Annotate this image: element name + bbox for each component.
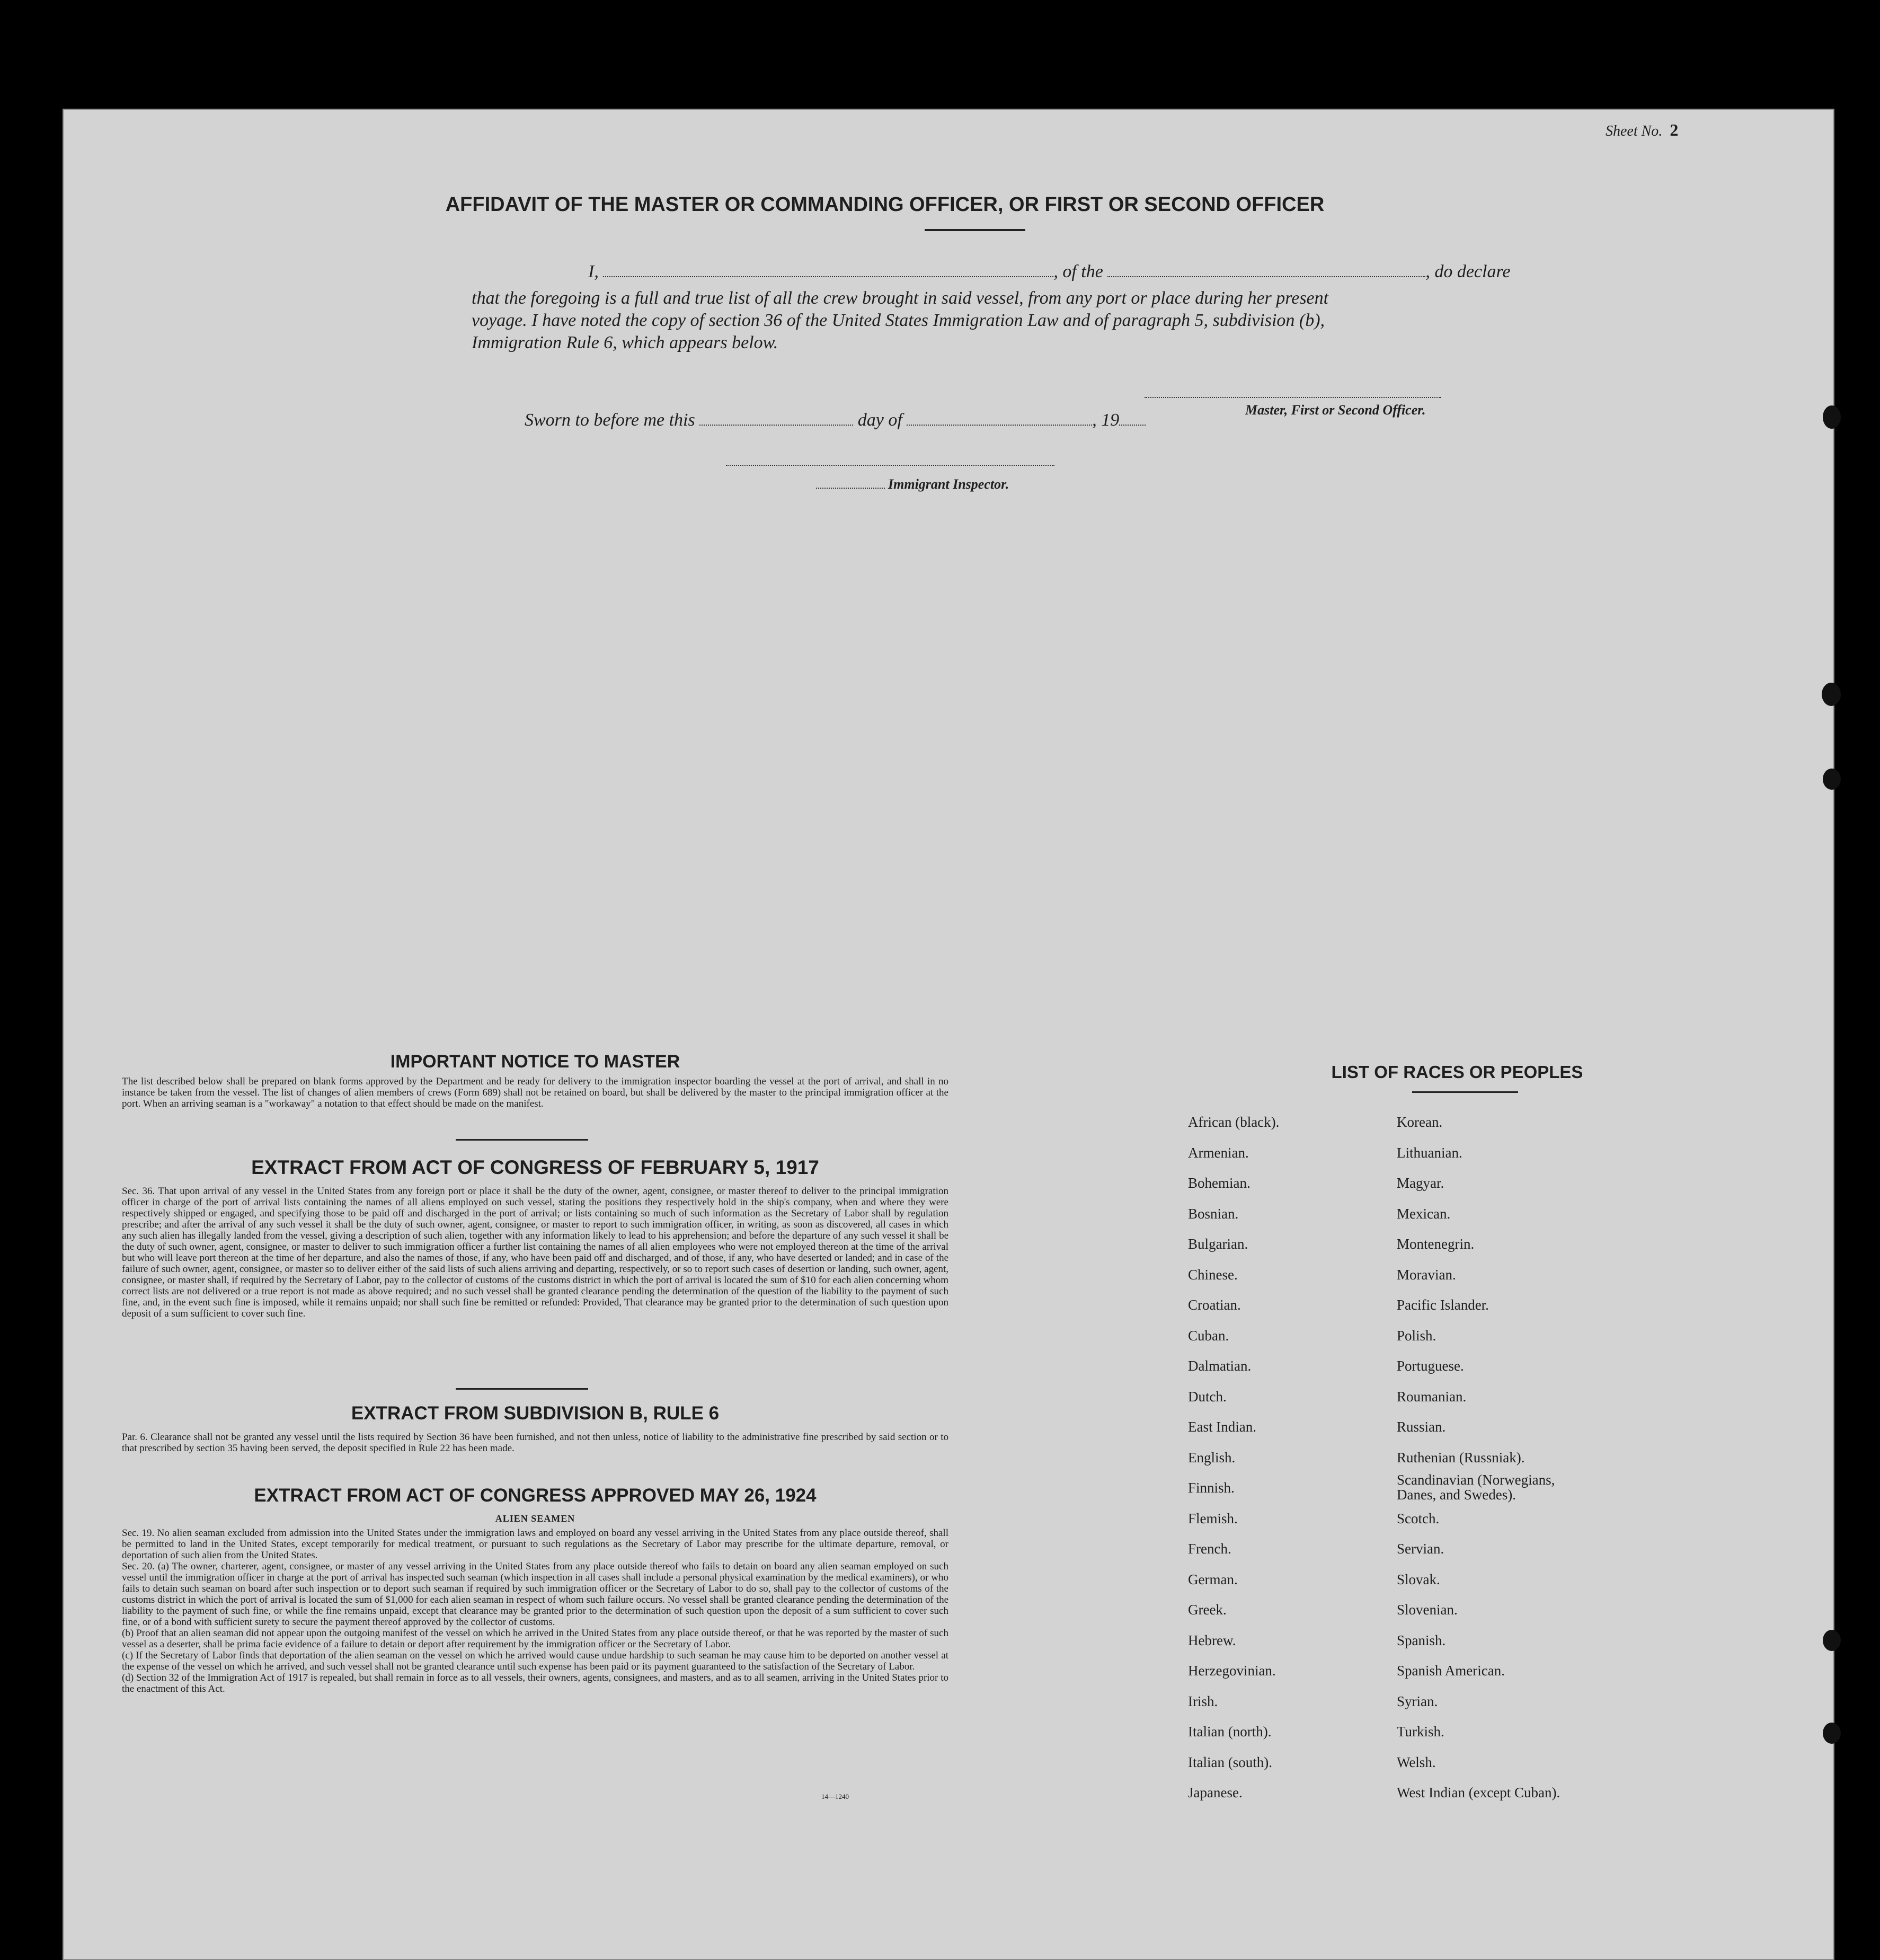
race-item: Hebrew. xyxy=(1188,1632,1236,1648)
sec-19: Sec. 19. No alien seaman excluded from admission into the United States under the immigration laws and employed on board any vessel arriving in the United States from any place outside thereof, shall be permitted to land in the United States, except temporarily for medical treatment, or pursuant to such regulations as the Secretary of Labor may prescribe for the ultimate departure, removal, or deportation of such alien from the United States. xyxy=(122,1528,948,1561)
race-item: Chinese. xyxy=(1188,1266,1238,1283)
race-item: Bosnian. xyxy=(1188,1205,1239,1222)
punch-hole xyxy=(1822,683,1841,706)
affidavit-title: AFFIDAVIT OF THE MASTER OR COMMANDING OFFICER, OR FIRST OR SECOND OFFICER xyxy=(445,193,1325,216)
sworn-line: Sworn to before me this day of , 19 xyxy=(525,409,1319,431)
race-item: Bohemian. xyxy=(1188,1175,1251,1191)
extract-1917-title: EXTRACT FROM ACT OF CONGRESS OF FEBRUARY 5, 1917 xyxy=(251,1156,819,1178)
race-item: Armenian. xyxy=(1188,1144,1249,1161)
race-item: Servian. xyxy=(1397,1541,1444,1557)
race-item: Slovak. xyxy=(1397,1571,1440,1587)
race-item: Syrian. xyxy=(1397,1693,1438,1709)
affidavit-line-3: voyage. I have noted the copy of section 36 of the United States Immigration Law and of paragraph 5, subdivision (b), xyxy=(472,311,1325,330)
race-item: Spanish. xyxy=(1397,1632,1446,1648)
extract-1917-body: Sec. 36. That upon arrival of any vessel in the United States from any foreign port or place it shall be the duty of the owner, agent, consignee, or master thereof to deliver to the principal immigration officer in charge of the port of arrival lists containing the names of all aliens employed on such vessel, stating the positions they respectively hold in the ship's company, when and where they were respectively shipped or engaged, and specifying those to be paid off and discharged in the port of arrival; or lists containing so much of such information as the Secretary of Labor shall by regulation prescribe; and after the arrival of any such vessel it shall be the duty of such owner, agent, consignee, or master to report to such immigration officer, in writing, as soon as discovered, all cases in which any such alien has illegally landed from the vessel, giving a description of such alien, together with any information likely to lead to his apprehension; and before the departure of any such vessel it shall be the duty of such owner, agent, consignee, or master to deliver to such immigration officer a further list containing the names of all alien employees who were not employed thereon at the time of the arrival but who will leave port thereon at the time of her departure, and also the names of those, if any, who have been paid off and discharged, and of those, if any, who have deserted or landed; and in case of the failure of such owner, agent, consignee, or master so to deliver either of the said lists of such aliens arriving and departing, respectively, or so to report such cases of desertion or landing, such owner, agent, consignee, or master shall, if required by the Secretary of Labor, pay to the collector of customs of the customs district in which the port of arrival is located the sum of $10 for each alien concerning whom correct lists are not delivered or a true report is not made as above required; and no such vessel shall be granted clearance pending the determination of the question of the liability to the payment of such fine, and, in the event such fine is imposed, while it remains unpaid; nor shall such fine be remitted or refunded: Provided, That clearance may be granted prior to the determination of such question upon deposit of a sum sufficient to cover such fine. xyxy=(122,1186,948,1319)
affidavit-line-2: that the foregoing is a full and true list of all the crew brought in said vessel, from any port or place during her present xyxy=(472,288,1329,308)
punch-hole xyxy=(1823,405,1841,429)
race-item: Herzegovinian. xyxy=(1188,1663,1276,1679)
punch-hole xyxy=(1823,1723,1841,1744)
race-item: Scotch. xyxy=(1397,1510,1440,1526)
race-item: Greek. xyxy=(1188,1602,1227,1618)
race-item: African (black). xyxy=(1188,1114,1280,1130)
master-signature-label: Master, First or Second Officer. xyxy=(1245,402,1426,418)
sec-20-b: (b) Proof that an alien seaman did not appear upon the outgoing manifest of the vessel on which he arrived in the United States from any place outside thereof, or that he was reported by the master of such vessel as a deserter, shall be prima facie evidence of a failure to detain or deport after requirement by the immigration officer or the Secretary of Labor. xyxy=(122,1628,948,1650)
sec-20-a: Sec. 20. (a) The owner, charterer, agent, consignee, or master of any vessel arriving in the United States from any place outside thereof who fails to detain on board any alien seaman employed on such vessel until the immigration officer in charge at the port of arrival has inspected such seaman (which inspection in all cases shall include a personal physical examination by the medical examiners), or who fails to detain such seaman on board after such inspection or to deport such seaman if required by such immigration officer or the Secretary of Labor to do so, shall pay to the collector of customs of the customs district in which the port of arrival is located the sum of $1,000 for each alien seaman in respect of whom such failure occurs. No vessel shall be granted clearance pending the determination of the liability to the payment of such fine, or while the fine remains unpaid, except that clearance may be granted prior to the determination of such question upon the deposit of a sum sufficient to cover such fine, or of a bond with sufficient surety to secure the payment thereof approved by the collector of customs. xyxy=(122,1561,948,1628)
race-item: Portuguese. xyxy=(1397,1358,1464,1374)
inspector-signature-label: Immigrant Inspector. xyxy=(816,476,1009,492)
race-item: Japanese. xyxy=(1188,1785,1243,1800)
race-item: Polish. xyxy=(1397,1327,1436,1344)
declarant-name-blank[interactable] xyxy=(603,262,1053,277)
race-item: English. xyxy=(1188,1449,1236,1465)
form-number: 14—1240 xyxy=(821,1793,849,1800)
race-item: Slovenian. xyxy=(1397,1602,1458,1618)
race-item: Turkish. xyxy=(1397,1724,1444,1740)
punch-hole xyxy=(1823,1630,1841,1651)
sec-20-d: (d) Section 32 of the Immigration Act of 1917 is repealed, but shall remain in force as to all vessels, their owners, agents, consignees, and masters, and as to all seamen, arriving in the United States prior to the enactment of this Act. xyxy=(122,1672,948,1694)
race-item: Italian (south). xyxy=(1188,1754,1272,1770)
extract-1924-subtitle: ALIEN SEAMEN xyxy=(495,1513,575,1524)
race-item: Finnish. xyxy=(1188,1480,1235,1496)
race-item: Italian (north). xyxy=(1188,1724,1272,1740)
affidavit-line-4: Immigration Rule 6, which appears below. xyxy=(472,333,778,352)
race-item: Ruthenian (Russniak). xyxy=(1397,1449,1525,1465)
title-divider xyxy=(925,229,1025,231)
race-item: Korean. xyxy=(1397,1114,1443,1130)
extract-1924-body xyxy=(122,1528,948,1694)
race-item: German. xyxy=(1188,1571,1238,1587)
race-item: Scandinavian (Norwegians, Danes, and Swedes). xyxy=(1397,1472,1555,1503)
sworn-month-blank[interactable] xyxy=(907,411,1092,426)
race-item: Roumanian. xyxy=(1397,1388,1467,1405)
race-item: Flemish. xyxy=(1188,1510,1238,1526)
races-title: LIST OF RACES OR PEOPLES xyxy=(1331,1062,1583,1082)
sworn-year-blank[interactable] xyxy=(1119,411,1146,426)
race-item: Dalmatian. xyxy=(1188,1358,1252,1374)
race-item: Moravian. xyxy=(1397,1266,1456,1283)
race-item: Russian. xyxy=(1397,1419,1446,1435)
sheet-number-value: 2 xyxy=(1670,120,1679,139)
races-divider xyxy=(1412,1091,1518,1093)
master-signature-line[interactable] xyxy=(1145,396,1441,398)
extract-rule6-title: EXTRACT FROM SUBDIVISION B, RULE 6 xyxy=(351,1403,720,1424)
notice-title: IMPORTANT NOTICE TO MASTER xyxy=(390,1052,680,1072)
divider xyxy=(456,1139,588,1141)
race-item: Lithuanian. xyxy=(1397,1144,1462,1161)
race-item: Montenegrin. xyxy=(1397,1236,1475,1252)
race-item: West Indian (except Cuban). xyxy=(1397,1785,1560,1800)
race-item: East Indian. xyxy=(1188,1419,1256,1435)
extract-rule6-body: Par. 6. Clearance shall not be granted any vessel until the lists required by Section 36 have been furnished, and not then unless, notice of liability to the administrative fine prescribed by said section or to that prescribed by section 35 having been served, the deposit specified in Rule 22 has been made. xyxy=(122,1432,948,1454)
race-item: Mexican. xyxy=(1397,1205,1451,1222)
race-item: Welsh. xyxy=(1397,1754,1436,1770)
sec-20-c: (c) If the Secretary of Labor finds that deportation of the alien seaman on the vessel on which he arrived would cause undue hardship to such seaman he may cause him to be deported on another vessel at the expense of the vessel on which he arrived, and such vessel shall not be granted clearance until such expense has been paid or its payment guaranteed to the satisfaction of the Secretary of Labor. xyxy=(122,1650,948,1672)
sheet-number: Sheet No. 2 xyxy=(1606,120,1679,139)
race-item: Bulgarian. xyxy=(1188,1236,1248,1252)
race-item: Cuban. xyxy=(1188,1327,1229,1344)
race-item: French. xyxy=(1188,1541,1231,1557)
race-item: Pacific Islander. xyxy=(1397,1297,1489,1313)
race-item: Croatian. xyxy=(1188,1297,1241,1313)
extract-1924-title: EXTRACT FROM ACT OF CONGRESS APPROVED MAY 26, 1924 xyxy=(254,1485,817,1506)
notice-body: The list described below shall be prepared on blank forms approved by the Department and be ready for delivery to the immigration inspector boarding the vessel at the port of arrival, and shall in no instance be taken from the vessel. The list of changes of alien members of crews (Form 689) shall not be retained on board, but shall be delivered by the master to the principal immigration officer at the port. When an arriving seaman is a "workaway" a notation to that effect should be made on the manifest. xyxy=(122,1076,948,1109)
punch-hole xyxy=(1823,769,1841,790)
inspector-signature-line[interactable] xyxy=(726,464,1054,466)
race-item: Spanish American. xyxy=(1397,1663,1505,1679)
divider xyxy=(456,1388,588,1390)
form-sheet xyxy=(63,109,1834,1960)
race-item: Irish. xyxy=(1188,1693,1218,1709)
vessel-name-blank[interactable] xyxy=(1107,262,1425,277)
affidavit-line-1: I, , of the , do declare xyxy=(588,262,1511,281)
race-item: Dutch. xyxy=(1188,1388,1227,1405)
race-item: Magyar. xyxy=(1397,1175,1444,1191)
sworn-day-blank[interactable] xyxy=(699,411,853,426)
